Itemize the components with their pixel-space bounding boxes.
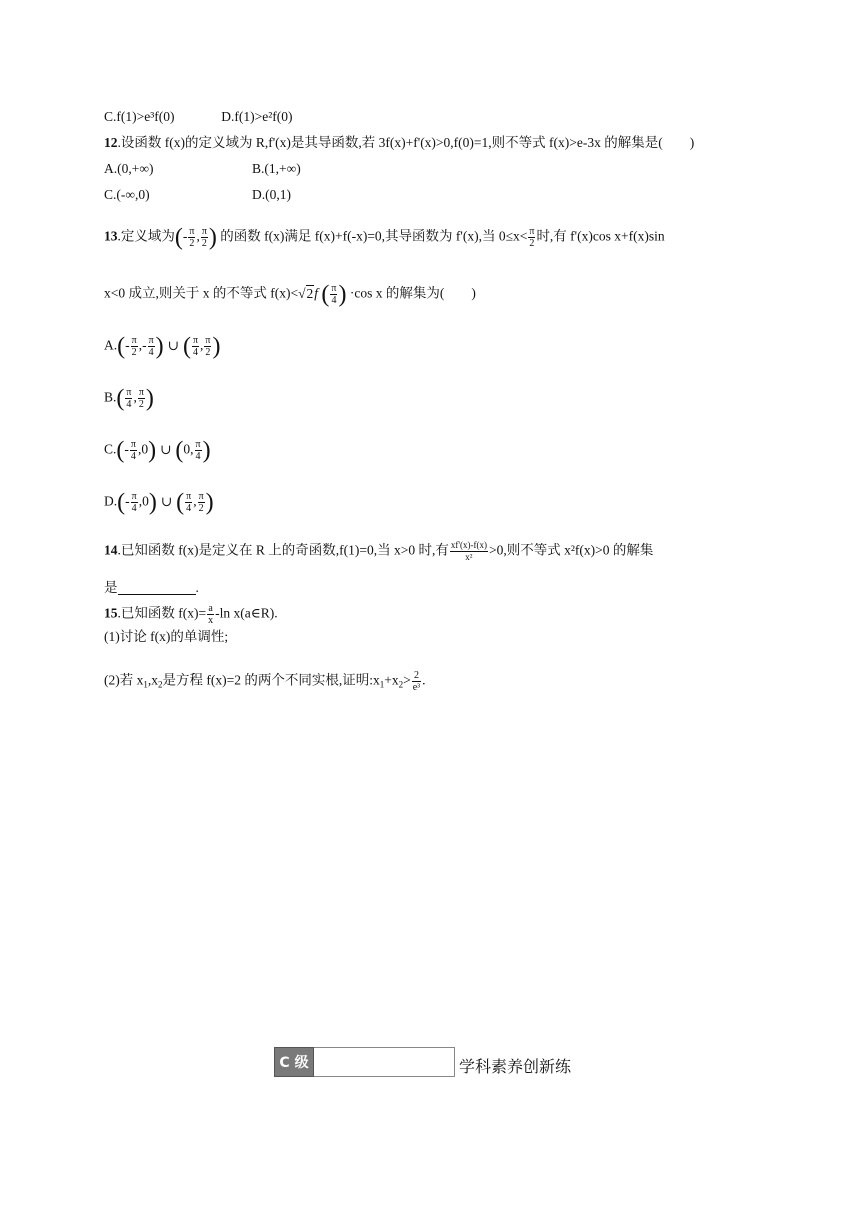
- option-label: D.: [104, 493, 118, 509]
- paren-close: ): [205, 489, 214, 516]
- frac-den: 4: [331, 295, 337, 306]
- paren-close: ): [212, 333, 221, 360]
- paren-open: (: [174, 224, 183, 251]
- q13-text-e: ·cos x 的解集为( ): [349, 285, 476, 301]
- q15-part1-text: (1)讨论 f(x)的单调性;: [104, 629, 229, 644]
- paren-open: (: [321, 281, 330, 308]
- sqrt-radicand: 2: [306, 285, 314, 301]
- frac-den: 2: [131, 347, 137, 358]
- frac-num: π: [148, 335, 154, 346]
- level-blank-box: [314, 1047, 455, 1077]
- fraction-pi-over-2: [138, 387, 145, 410]
- fraction-pi-over-2: [201, 226, 208, 249]
- q13-stem-line1: 13.定义域为(- $\frac{\pi}{2}$ , $\frac{\pi}{2}$ ) 的函数 f(x)满足 f(x)+f(-x)=0,其导函数为 f'(x),当 0≤x< $\frac{\pi}{2}$ 时,有 f'(x)cos x+f(x)sin: [104, 224, 665, 251]
- frac-den: 2: [201, 238, 207, 249]
- q12-option-d: D.(0,1): [252, 187, 291, 202]
- fraction-pi-over-4: [148, 335, 155, 358]
- fraction-pi-over-2: [131, 335, 138, 358]
- paren-close: ): [208, 224, 217, 251]
- q15-text-a: .已知函数 f(x)=: [117, 605, 207, 621]
- frac-num: π: [331, 283, 337, 294]
- q15-text-b: -ln x(a∈R).: [215, 605, 278, 621]
- paren-open: (: [116, 437, 125, 464]
- frac-den: 2: [529, 238, 535, 249]
- paren-open: (: [175, 437, 184, 464]
- frac-num: π: [131, 491, 137, 502]
- q14-text-d: .: [195, 580, 199, 595]
- option-label: C.: [104, 441, 117, 457]
- q14-fraction: [450, 540, 488, 563]
- fraction-pi-over-4: [125, 387, 132, 410]
- q12-text: .设函数 f(x)的定义域为 R,f'(x)是其导函数,若 3f(x)+f'(x)>0,f(0)=1,则不等式 f(x)>e-3x 的解集是( ): [117, 135, 695, 150]
- union-symbol: ∪: [160, 441, 172, 457]
- frac-num: xf'(x)-f(x): [450, 540, 487, 550]
- subscript: 2: [398, 679, 404, 690]
- q12-stem: [104, 134, 694, 152]
- frac-den: 4: [186, 503, 192, 514]
- paren-close: ): [145, 385, 154, 412]
- q14-stem-line2: [104, 579, 199, 597]
- q13-option-a: A.(- $\frac{\pi}{2}$ ,- $\frac{\pi}{4}$ ) ∪ ( $\frac{\pi}{4}$ , $\frac{\pi}{2}$ ): [104, 333, 221, 360]
- level-label: 学科素养创新练: [459, 1057, 572, 1076]
- frac-den: 4: [126, 399, 132, 410]
- q13-text-c: 时,有 f'(x)cos x+f(x)sin: [536, 228, 665, 244]
- q13-option-b: B.( $\frac{\pi}{4}$ , $\frac{\pi}{2}$ ): [104, 385, 154, 412]
- minus-sign: -: [125, 337, 130, 353]
- q12-number: 12: [104, 135, 118, 150]
- f-symbol: f: [314, 285, 319, 301]
- option-label: A.: [104, 337, 118, 353]
- q14-text-c: 是: [104, 580, 118, 595]
- paren-close: ): [155, 333, 164, 360]
- q15-part2-text-d: +x: [384, 672, 399, 688]
- q14-text-b: >0,则不等式 x²f(x)>0 的解集: [488, 542, 654, 558]
- paren-open: (: [182, 333, 191, 360]
- q15-stem: [104, 603, 278, 626]
- paren-open: (: [176, 489, 185, 516]
- fraction-pi-over-4: [330, 283, 337, 306]
- q13-text-d: x<0 成立,则关于 x 的不等式 f(x)<: [104, 285, 299, 301]
- q14-stem-line1: [104, 540, 653, 563]
- answer-blank[interactable]: [118, 580, 196, 595]
- fraction-pi-over-2: [188, 226, 195, 249]
- frac-den: 2: [189, 238, 195, 249]
- q13-number: 13: [104, 228, 118, 244]
- q12-options-cd: [104, 186, 291, 204]
- frac-num: π: [192, 335, 198, 346]
- subscript: 1: [143, 679, 148, 690]
- frac-den: x: [208, 615, 214, 626]
- fraction-pi-over-4: [185, 491, 192, 514]
- q13-stem-line2: [104, 283, 476, 306]
- frac-num: π: [529, 226, 535, 237]
- q12-option-a: A.(0,+∞): [104, 161, 154, 176]
- zero: 0: [142, 493, 149, 509]
- union-symbol: ∪: [160, 493, 173, 509]
- frac-num: π: [189, 226, 195, 237]
- frac-den: e³: [412, 682, 421, 693]
- frac-num: 2: [412, 670, 421, 682]
- frac-num: π: [131, 335, 137, 346]
- frac-num: π: [126, 387, 132, 398]
- frac-num: π: [201, 226, 207, 237]
- paren-open: (: [117, 333, 126, 360]
- frac-den: 4: [131, 503, 137, 514]
- zero: 0: [183, 441, 191, 457]
- minus-sign: -: [142, 337, 147, 353]
- paren-open: (: [116, 385, 125, 412]
- frac-den: 2: [198, 503, 204, 514]
- fraction-pi-over-4: [195, 439, 202, 462]
- frac-num: a: [208, 603, 213, 614]
- minus-sign: -: [124, 441, 129, 457]
- subscript: 2: [158, 679, 163, 690]
- frac-num: π: [195, 439, 201, 450]
- fraction-pi-over-2: [528, 226, 535, 249]
- frac-den: 4: [195, 451, 201, 462]
- q15-number: 15: [104, 605, 118, 621]
- q13-option-d: D.(- $\frac{\pi}{4}$ ,0) ∪ ( $\frac{\pi}{4}$ , $\frac{\pi}{2}$ ): [104, 489, 214, 516]
- q15-part2-text-b: ,x: [147, 672, 158, 688]
- q11-options-cd: [104, 108, 293, 126]
- paren-open: (: [117, 489, 126, 516]
- q11-option-d: D.f(1)>e²f(0): [221, 109, 293, 124]
- paren-close: ): [148, 437, 157, 464]
- frac-den: 4: [130, 451, 136, 462]
- q14-text-a: .已知函数 f(x)是定义在 R 上的奇函数,f(1)=0,当 x>0 时,有: [117, 542, 449, 558]
- frac-den: 4: [148, 347, 154, 358]
- frac-num: π: [186, 491, 192, 502]
- q12-options-ab: [104, 160, 301, 178]
- frac-den: x²: [465, 552, 473, 562]
- minus-sign: -: [125, 493, 130, 509]
- q14-number: 14: [104, 542, 118, 558]
- fraction-pi-over-4: [192, 335, 199, 358]
- q12-option-c: C.(-∞,0): [104, 187, 150, 202]
- sqrt-2: √2: [298, 285, 314, 301]
- q15-part2: [104, 670, 426, 694]
- fraction-pi-over-4: [131, 491, 138, 514]
- level-badge: C 级: [274, 1047, 314, 1077]
- fraction-pi-over-2: [204, 335, 211, 358]
- q15-part1: [104, 628, 228, 646]
- q15-fraction-2-over-e3: [412, 670, 421, 693]
- frac-num: π: [205, 335, 211, 346]
- q13-text-a: .定义域为: [117, 228, 175, 244]
- option-label: B.: [104, 389, 117, 405]
- frac-num: π: [130, 439, 136, 450]
- fraction-pi-over-4: [130, 439, 137, 462]
- frac-num: π: [198, 491, 204, 502]
- q12-option-b: B.(1,+∞): [252, 161, 301, 176]
- fraction-pi-over-2: [198, 491, 205, 514]
- frac-den: 2: [205, 347, 211, 358]
- q13-option-c: C.(- $\frac{\pi}{4}$ ,0) ∪ (0, $\frac{\pi}{4}$ ): [104, 437, 211, 464]
- minus-sign: -: [182, 228, 188, 244]
- frac-num: π: [138, 387, 144, 398]
- q15-part2-text-e: >: [403, 672, 411, 688]
- q15-part2-text-a: (2)若 x: [104, 672, 144, 688]
- subscript: 1: [379, 679, 385, 690]
- paren-close: ): [338, 281, 347, 308]
- q15-part2-text-c: 是方程 f(x)=2 的两个不同实根,证明:x: [162, 672, 380, 688]
- zero: 0: [141, 441, 149, 457]
- paren-close: ): [202, 437, 211, 464]
- q15-part2-text-f: .: [422, 672, 426, 688]
- frac-den: 4: [192, 347, 198, 358]
- frac-den: 2: [138, 399, 144, 410]
- paren-close: ): [148, 489, 157, 516]
- union-symbol: ∪: [167, 337, 179, 353]
- q13-text-b: 的函数 f(x)满足 f(x)+f(-x)=0,其导函数为 f'(x),当 0≤x<: [220, 228, 528, 244]
- level-banner: [274, 1047, 571, 1077]
- q15-fraction: [207, 603, 214, 626]
- q11-option-c: C.f(1)>e³f(0): [104, 109, 175, 124]
